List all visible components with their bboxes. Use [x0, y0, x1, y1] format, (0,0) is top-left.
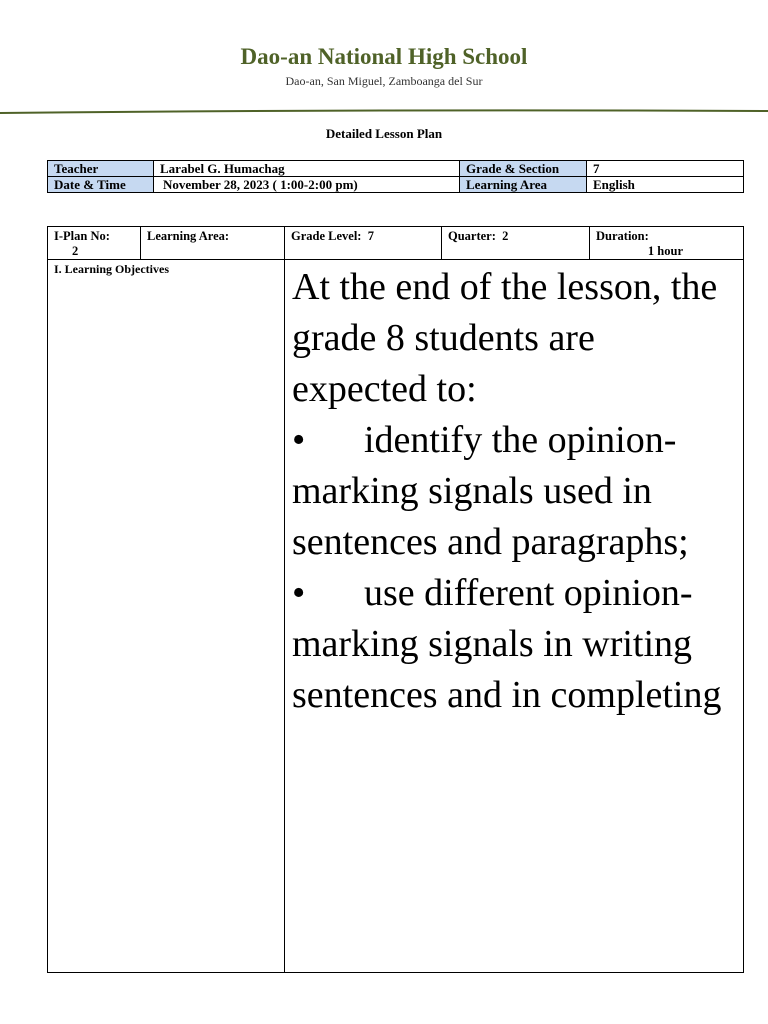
- teacher-info-table: [47, 160, 744, 193]
- quarter-label: Quarter:: [448, 229, 496, 243]
- header-divider: [0, 108, 768, 116]
- school-address: Dao-an, San Miguel, Zamboanga del Sur: [285, 74, 483, 88]
- teacher-label: Teacher: [48, 161, 154, 177]
- iplan-label: I-Plan No:: [54, 229, 110, 243]
- learning-area-value: English: [587, 177, 744, 193]
- teacher-value: Larabel G. Humachag: [154, 161, 460, 177]
- date-time-label: Date & Time: [48, 177, 154, 193]
- table-row: [48, 227, 744, 260]
- table-row: [48, 161, 744, 177]
- table-row: [48, 177, 744, 193]
- objectives-label: I. Learning Objectives: [48, 260, 285, 973]
- date-time-value: November 28, 2023 ( 1:00-2:00 pm): [154, 177, 460, 193]
- grade-section-label: Grade & Section: [460, 161, 587, 177]
- duration-label: Duration:: [596, 229, 649, 243]
- bullet-icon: •: [292, 572, 306, 614]
- quarter-value: 2: [502, 229, 509, 243]
- grade-level-label: Grade Level:: [291, 229, 362, 243]
- duration-value: 1 hour: [647, 244, 683, 258]
- grade-section-value: 7: [587, 161, 744, 177]
- document-title: Detailed Lesson Plan: [325, 126, 443, 141]
- iplan-value: 2: [72, 244, 79, 258]
- objective-item: [292, 568, 737, 721]
- school-name: Dao-an National High School: [240, 44, 528, 69]
- lesson-plan-table: [47, 226, 744, 973]
- quarter-cell: [442, 227, 590, 260]
- objectives-content: [285, 260, 744, 973]
- grade-level-cell: [285, 227, 442, 260]
- bullet-icon: •: [292, 419, 306, 461]
- learning-area-cell: [141, 227, 285, 260]
- plan-learning-area-label: Learning Area:: [147, 229, 230, 243]
- duration-cell: [590, 227, 744, 260]
- grade-level-value: 7: [367, 229, 374, 243]
- table-row: [48, 260, 744, 973]
- objectives-intro: At the end of the lesson, the grade 8 students are expected to:: [292, 266, 718, 410]
- iplan-cell: [48, 227, 141, 260]
- learning-area-label: Learning Area: [460, 177, 587, 193]
- objective-text: identify the opinion-marking signals used in sentences and paragraphs;: [292, 419, 689, 563]
- objective-item: [292, 415, 737, 568]
- objective-text: use different opinion-marking signals in writing sentences and in completing: [292, 572, 722, 716]
